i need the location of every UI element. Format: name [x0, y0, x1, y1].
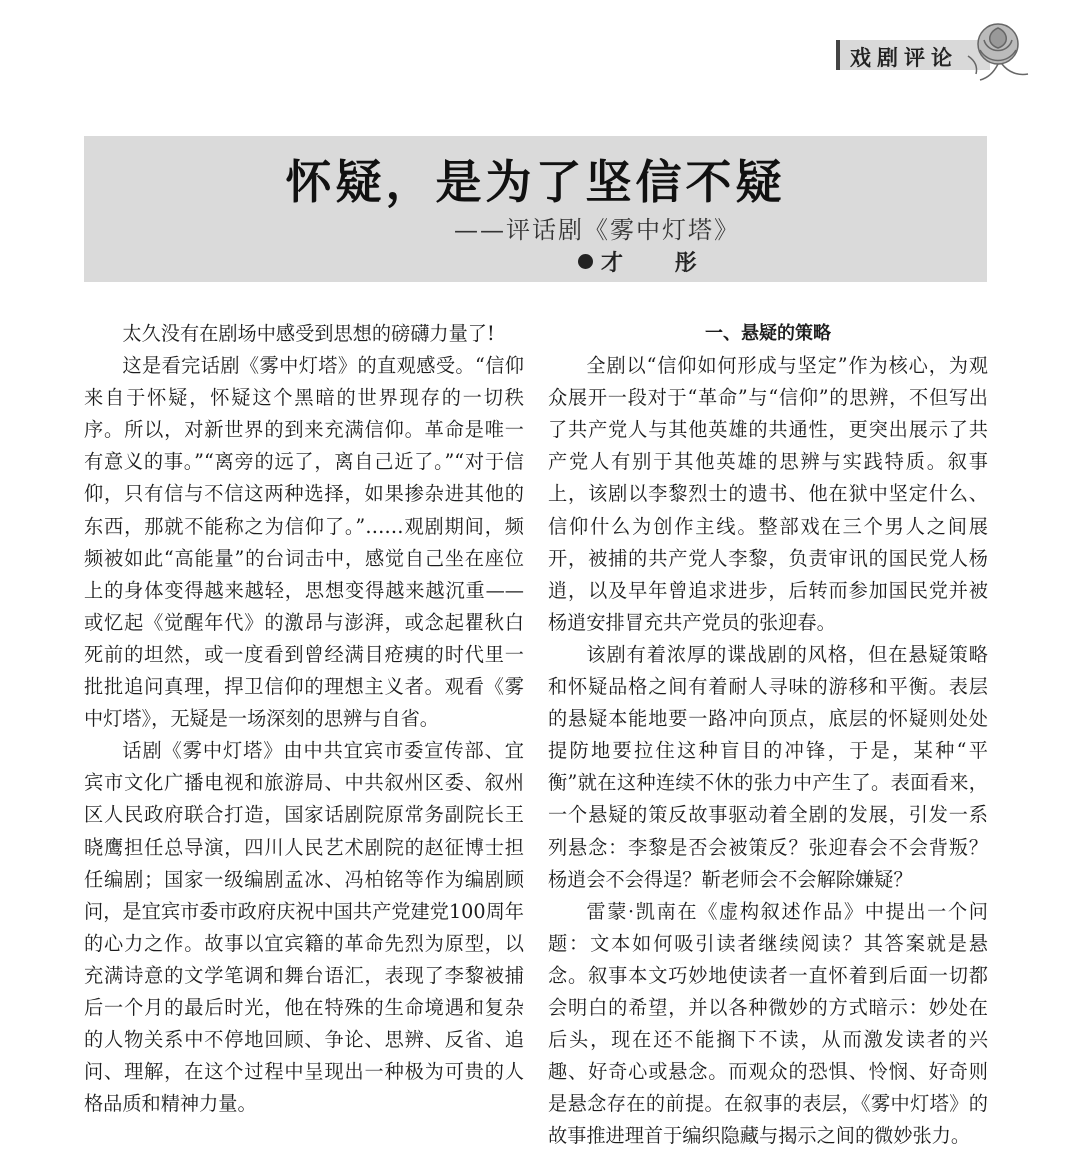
paragraph: 太久没有在剧场中感受到思想的磅礴力量了! [122, 322, 495, 345]
paragraph: 话剧《雾中灯塔》由中共宜宾市委宣传部、宜宾市文化广播电视和旅游局、中共叙州区委、叙州区人民政府联合打造，国家话剧院原常务副院长王晓鹰担任总导演，四川人民艺术剧院的赵征博士担任编剧；国家一级编剧孟冰、冯柏铭等作为编剧顾问，是宜宾市委市政府庆祝中国共产党建党100周年的心力之作。故事以宜宾籍的革命先烈为原型，以充满诗意的文学笔调和舞台语汇，表现了李黎被捕后一个月的最后时光，他在特殊的生命境遇和复杂的人物关系中不停地回顾、争论、思辨、反省、追问、理解，在这个过程中呈现出一种极为可贵的人格品质和精神力量。 [84, 739, 524, 1116]
title-box [84, 136, 987, 282]
rose-icon [958, 10, 1038, 90]
left-column [84, 318, 524, 1120]
paragraph: 这是看完话剧《雾中灯塔》的直观感受。“信仰来自于怀疑，怀疑这个黑暗的世界现存的一切秩序。所以，对新世界的到来充满信仰。革命是唯一有意义的事。”“离旁的远了，离自己近了。”“对于信仰，只有信与不信这两种选择，如果掺杂进其他的东西，那就不能称之为信仰了。”……观剧期间，频频被如此“高能量”的台词击中，感觉自己坐在座位上的身体变得越来越轻，思想变得越来越沉重——或忆起《觉醒年代》的激昂与澎湃，或念起瞿秋白死前的坦然，或一度看到曾经满目疮痍的时代里一批批追问真理，捍卫信仰的理想主义者。观看《雾中灯塔》，无疑是一场深刻的思辨与自省。 [84, 354, 524, 731]
right-column [548, 318, 988, 1152]
author-line [578, 246, 719, 277]
paragraph: 该剧有着浓厚的谍战剧的风格，但在悬疑策略和怀疑品格之间有着耐人寻味的游移和平衡。表层的悬疑本能地要一路冲向顶点，底层的怀疑则处处提防地要拉住这种盲目的冲锋，于是，某种“平衡”就在这种连续不休的张力中产生了。表面看来，一个悬疑的策反故事驱动着全剧的发展，引发一系列悬念：李黎是否会被策反？张迎春会不会背叛？杨逍会不会得逞？靳老师会不会解除嫌疑？ [548, 642, 988, 891]
author-name: 才 彤 [601, 251, 719, 276]
paragraph: 全剧以“信仰如何形成与坚定”作为核心，为观众展开一段对于“革命”与“信仰”的思辨，不但写出了共产党人与其他英雄的共通性，更突出展示了共产党人有别于其他英雄的思辨与实践特质。叙事上，该剧以李黎烈士的遗书、他在狱中坚定什么、信仰什么为创作主线。整部戏在三个男人之间展开，被捕的共产党人李黎，负责审讯的国民党人杨逍，以及早年曾追求进步，后转而参加国民党并被杨逍安排冒充共产党员的张迎春。 [548, 354, 988, 634]
section-heading: 一、悬疑的策略 [705, 323, 831, 344]
section-label: 戏剧评论 [850, 46, 958, 70]
paragraph: 雷蒙·凯南在《虚构叙述作品》中提出一个问题：文本如何吸引读者继续阅读？其答案就是悬念。叙事本文巧妙地使读者一直怀着到后面一切都会明白的希望，并以各种微妙的方式暗示：妙处在后头，现在还不能搁下不读，从而激发读者的兴趣、好奇心或悬念。而观众的恐惧、怜悯、好奇则是悬念存在的前提。在叙事的表层，《雾中灯塔》的故事推进理首于编织隐藏与揭示之间的微妙张力。 [548, 899, 988, 1148]
page-title: 怀疑，是为了坚信不疑 [285, 155, 786, 209]
subtitle: ——评话剧《雾中灯塔》 [454, 216, 740, 244]
bullet-icon [578, 254, 593, 269]
